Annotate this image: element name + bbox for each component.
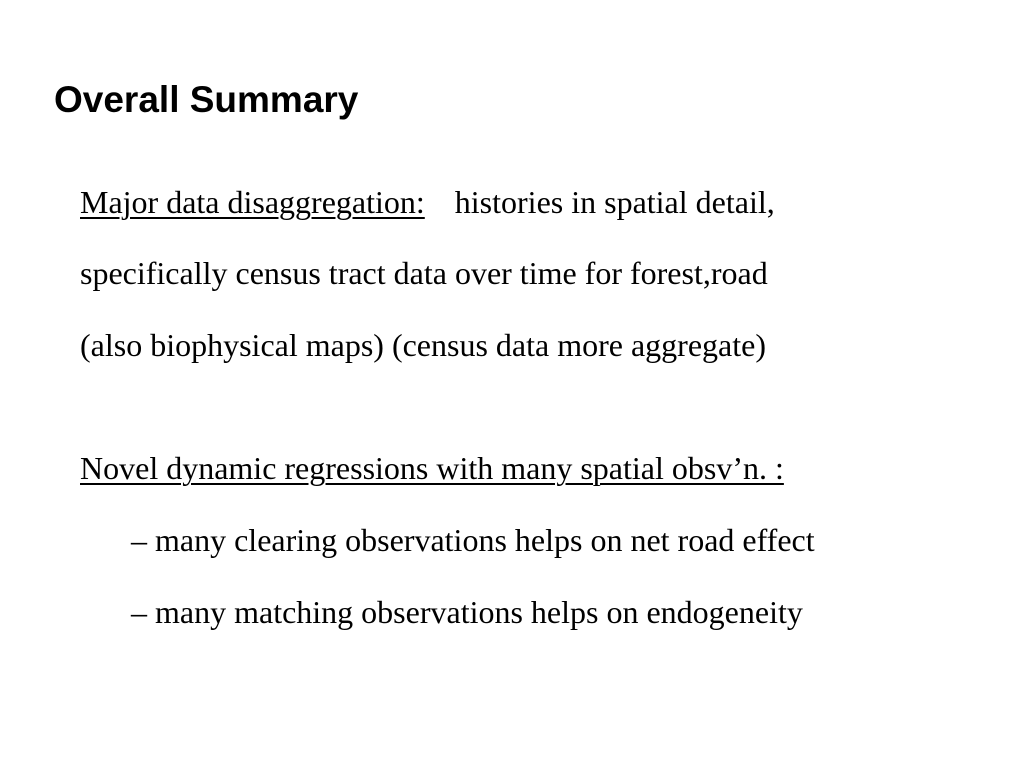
- section1-line1: [80, 182, 775, 222]
- slide-title: Overall Summary: [54, 79, 359, 120]
- section1-line2: specifically census tract data over time for forest,road: [80, 255, 768, 291]
- section1-line3: (also biophysical maps) (census data more aggregate): [80, 327, 766, 363]
- bullet-item: – many matching observations helps on endogeneity: [131, 594, 803, 630]
- bullet-item: – many clearing observations helps on net road effect: [131, 522, 815, 558]
- section2-heading-line: [80, 448, 784, 488]
- section1-heading: Major data disaggregation:: [80, 184, 425, 220]
- section2-heading: Novel dynamic regressions with many spatial obsv’n. :: [80, 450, 784, 486]
- section1-line1-text: histories in spatial detail,: [454, 184, 775, 220]
